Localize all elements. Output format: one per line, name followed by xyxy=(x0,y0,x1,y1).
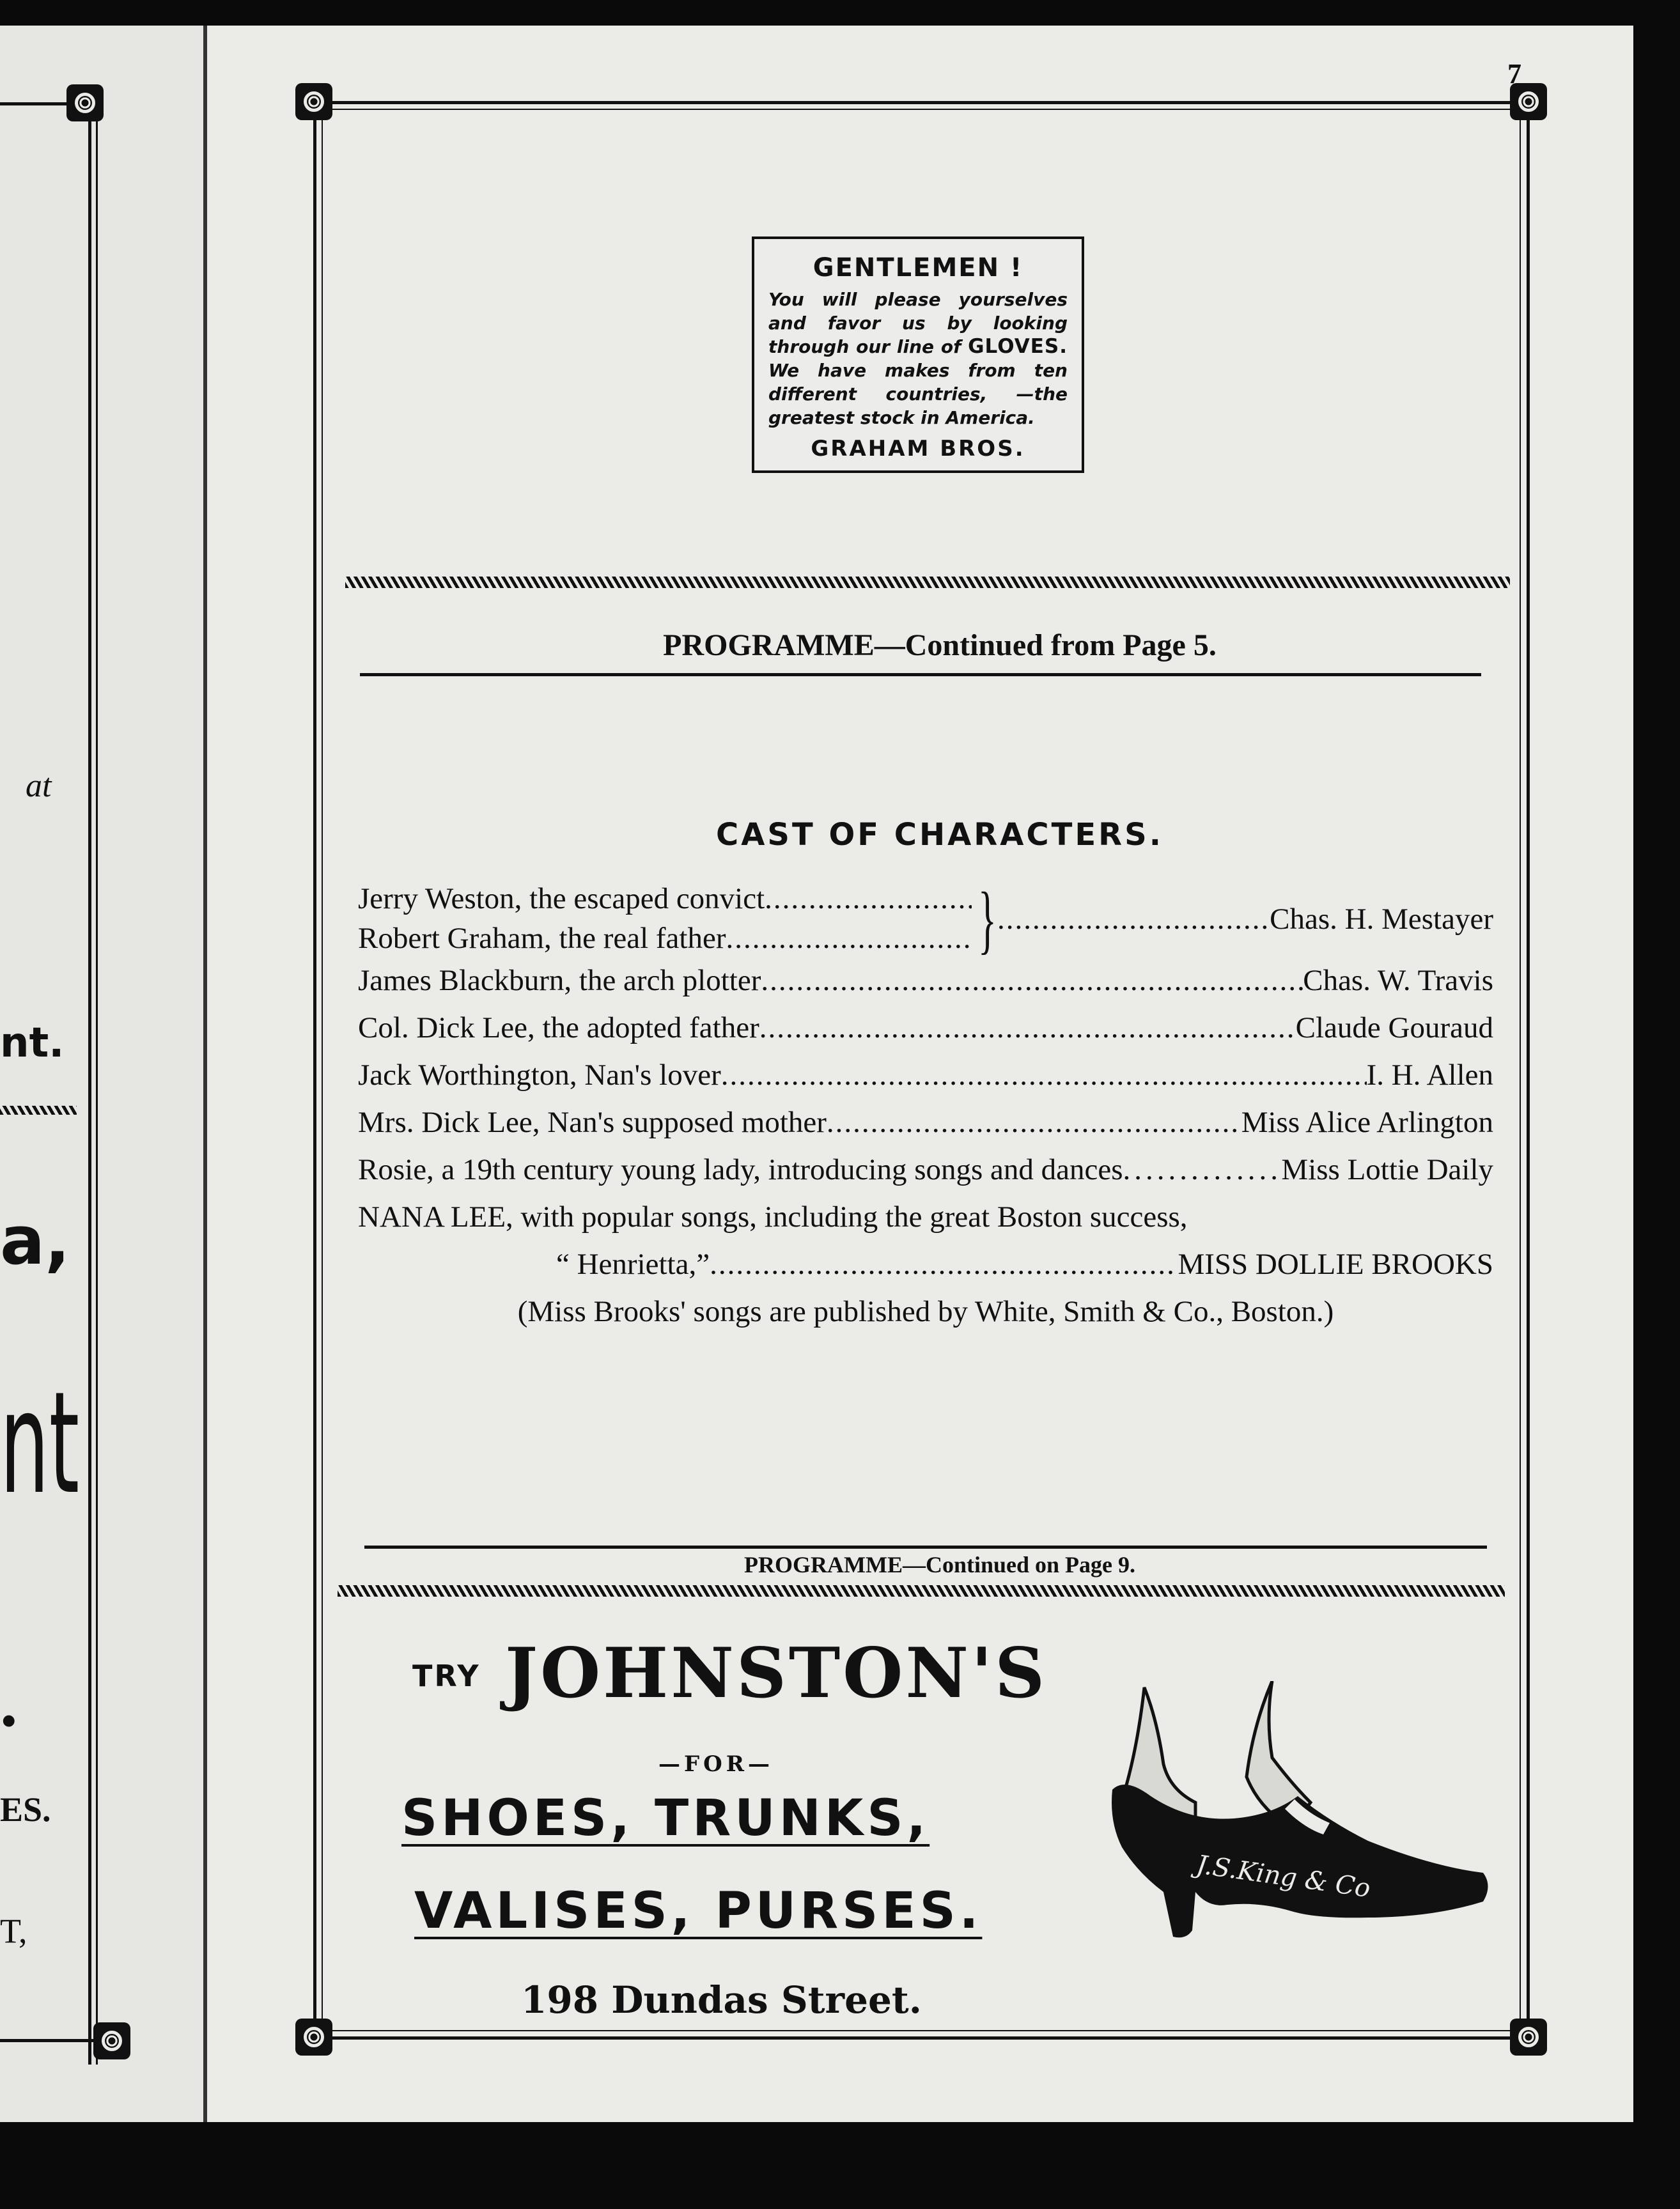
pair-roles xyxy=(358,880,972,959)
corner-ornament-icon xyxy=(295,83,332,120)
gloves-ad-gloves-word: GLOVES. xyxy=(968,335,1068,358)
cast-role: Jerry Weston, the escaped convict xyxy=(358,882,765,915)
corner-ornament-icon xyxy=(66,84,104,121)
cast-row xyxy=(358,1103,1493,1151)
scanned-sheet xyxy=(0,26,1633,2122)
cast-role: Rosie, a 19th century young lady, introducing songs and dances xyxy=(358,1153,1123,1186)
cast-nana-line: NANA LEE, with popular songs, including the great Boston success, xyxy=(358,1200,1188,1234)
left-fragment-text: T, xyxy=(0,1912,27,1950)
cast-actor: Chas. H. Mestayer xyxy=(1270,903,1493,936)
johnston-ad-try: TRY xyxy=(412,1659,481,1693)
johnston-ad-name: JOHNSTON'S xyxy=(505,1633,1048,1714)
johnston-ad-line1: SHOES, TRUNKS, xyxy=(401,1790,930,1847)
johnston-ad-line2: VALISES, PURSES. xyxy=(414,1882,983,1940)
dot-leader xyxy=(761,961,1303,1000)
cast-actor: Miss Alice Arlington xyxy=(1241,1106,1493,1139)
frame-bottom xyxy=(306,2036,1529,2040)
cast-actor: Miss Lottie Daily xyxy=(1281,1153,1493,1186)
gloves-ad-body-text: You will please yourselves and favor us by looking through our line of xyxy=(768,289,1068,357)
divider-rule xyxy=(360,673,1481,676)
johnston-ad-address: 198 Dundas Street. xyxy=(521,1978,922,2022)
gloves-ad-body-text-end: We have makes from ten different countries, —the greatest stock in America. xyxy=(768,360,1068,428)
left-fragment-text: ES. xyxy=(0,1790,51,1829)
corner-ornament-icon xyxy=(295,2019,332,2056)
left-fragment-text: nt. xyxy=(0,1019,65,1067)
cast-row xyxy=(358,1056,1493,1103)
dot-leader xyxy=(827,1103,1241,1142)
left-hatch xyxy=(0,1106,77,1115)
cast-role: Col. Dick Lee, the adopted father xyxy=(358,1011,759,1044)
frame-left xyxy=(313,104,316,2039)
left-frame-line xyxy=(96,102,98,2065)
dot-leader xyxy=(726,919,972,959)
frame-top-inner xyxy=(306,109,1529,110)
cast-role: Jack Worthington, Nan's lover xyxy=(358,1058,721,1092)
cast-henrietta-row xyxy=(358,1245,1493,1292)
cast-role-row xyxy=(358,880,972,919)
left-frame-line xyxy=(88,102,91,2065)
frame-right xyxy=(1527,104,1530,2039)
gloves-ad-title: GENTLEMEN ! xyxy=(813,253,1023,283)
left-fragment-text: at xyxy=(26,768,52,804)
frame-right-inner xyxy=(1520,104,1521,2039)
cast-note: (Miss Brooks' songs are published by White, Smith & Co., Boston.) xyxy=(517,1295,1334,1328)
programme-continued-from: PROGRAMME—Continued from Page 5. xyxy=(663,628,1217,662)
dot-leader xyxy=(710,1245,1178,1292)
cast-role: Robert Graham, the real father xyxy=(358,922,726,955)
cast-row xyxy=(358,1009,1493,1056)
johnston-ad-for: —FOR— xyxy=(658,1751,774,1777)
cast-actor: Claude Gouraud xyxy=(1295,1011,1493,1044)
cast-row xyxy=(358,961,1493,1009)
programme-continued-on: PROGRAMME—Continued on Page 9. xyxy=(744,1552,1135,1577)
gloves-ad-body xyxy=(768,288,1068,430)
cast-list xyxy=(358,877,1493,1340)
gloves-ad-signature: GRAHAM BROS. xyxy=(811,436,1025,461)
hatched-divider xyxy=(345,577,1510,588)
shoe-illustration-icon xyxy=(1100,1681,1496,1975)
cast-role: “ Henrietta,” xyxy=(556,1248,710,1281)
dot-leader xyxy=(721,1056,1367,1094)
cast-role: James Blackburn, the arch plotter xyxy=(358,964,761,997)
frame-left-inner xyxy=(322,104,323,2039)
dot-leader xyxy=(997,900,1270,938)
cast-role-row xyxy=(358,919,972,959)
divider-rule xyxy=(364,1546,1487,1549)
gloves-advertisement xyxy=(752,236,1084,473)
frame-bottom-inner xyxy=(306,2030,1529,2031)
cast-actor: Chas. W. Travis xyxy=(1303,964,1493,997)
cast-actor: MISS DOLLIE BROOKS xyxy=(1178,1248,1493,1281)
frame-top xyxy=(306,101,1529,104)
page-number: 7 xyxy=(1507,58,1521,89)
corner-ornament-icon xyxy=(93,2022,130,2059)
shoe-inscription: J.S.King & Co xyxy=(1194,1850,1373,1904)
corner-ornament-icon xyxy=(1510,2019,1547,2056)
hatched-divider xyxy=(338,1585,1505,1597)
left-fragment-text: nt xyxy=(0,1361,80,1525)
dot-leader xyxy=(759,1009,1296,1047)
dot-leader xyxy=(765,880,972,919)
dot-leader xyxy=(1123,1151,1282,1189)
page-fold xyxy=(203,26,207,2122)
left-fragment-text: . xyxy=(0,1663,18,1741)
cast-pair xyxy=(358,877,1493,961)
brace-icon: } xyxy=(978,876,997,961)
left-frame-bottom xyxy=(0,2039,96,2042)
left-page-fragment xyxy=(0,26,206,2122)
cast-title: CAST OF CHARACTERS. xyxy=(716,817,1163,853)
cast-row xyxy=(358,1151,1493,1198)
left-fragment-text: a, xyxy=(0,1202,70,1280)
cast-actor: I. H. Allen xyxy=(1366,1058,1493,1092)
cast-role: Mrs. Dick Lee, Nan's supposed mother xyxy=(358,1106,827,1139)
